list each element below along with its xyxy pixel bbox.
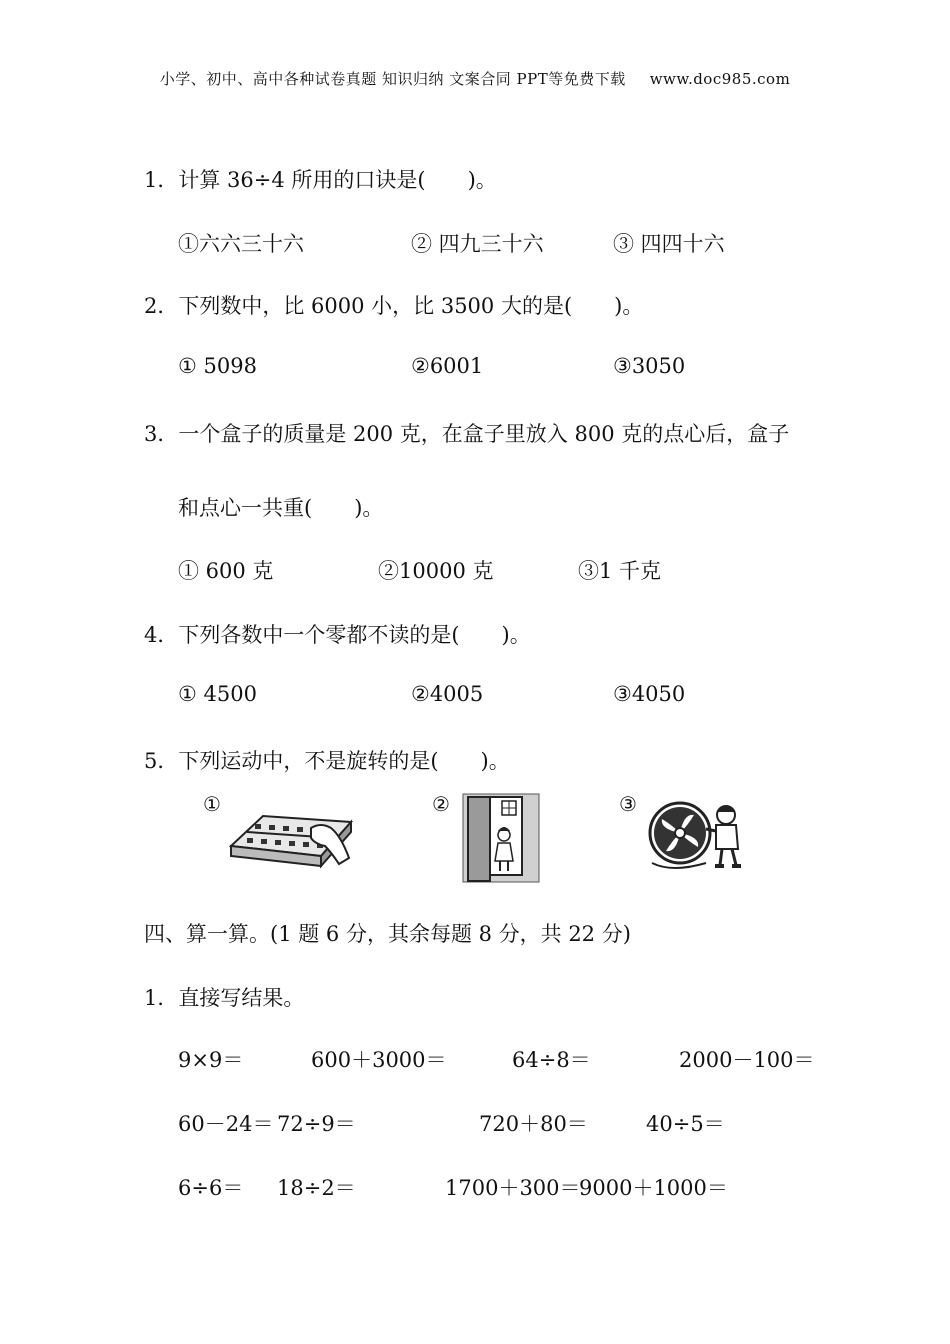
door-icon — [462, 793, 540, 883]
calc-item: 9000＋1000＝ — [579, 1176, 728, 1200]
question-3-option-1: ① 600 克 — [178, 559, 274, 583]
calc-item: 1700＋300＝ — [445, 1176, 581, 1200]
question-5-label-2: ② — [432, 792, 450, 816]
question-1-option-3: ③ 四四十六 — [613, 232, 725, 256]
question-4-stem: 4．下列各数中一个零都不读的是( )。 — [144, 623, 531, 647]
question-4-option-2: ②4005 — [411, 682, 484, 706]
question-3-option-2: ②10000 克 — [378, 559, 494, 583]
question-1-option-1: ①六六三十六 — [178, 232, 304, 256]
header-text: 小学、初中、高中各种试卷真题 知识归纳 文案合同 PPT等免费下载 — [159, 70, 626, 88]
question-2-stem: 2．下列数中，比 6000 小，比 3500 大的是( )。 — [144, 294, 644, 318]
question-5-label-3: ③ — [619, 792, 637, 816]
question-2-option-2: ②6001 — [411, 354, 484, 378]
question-1-stem: 1．计算 36÷4 所用的口诀是( )。 — [144, 168, 497, 192]
header-site: www.doc985.com — [649, 70, 791, 88]
question-3-option-3: ③1 千克 — [578, 559, 662, 583]
calc-item: 720＋80＝ — [479, 1112, 588, 1136]
fan-icon — [646, 793, 750, 879]
calc-item: 40÷5＝ — [646, 1112, 725, 1136]
calc-item: 6÷6＝ — [178, 1176, 244, 1200]
question-5-stem: 5．下列运动中，不是旋转的是( )。 — [144, 749, 510, 773]
question-3-stem-line-2: 和点心一共重( )。 — [178, 496, 384, 520]
calc-item: 600＋3000＝ — [311, 1048, 447, 1072]
question-2-option-1: ① 5098 — [178, 354, 257, 378]
calc-item: 9×9＝ — [178, 1048, 244, 1072]
question-3-stem-line-1: 3．一个盒子的质量是 200 克，在盒子里放入 800 克的点心后，盒子 — [144, 422, 790, 446]
question-5-label-1: ① — [203, 792, 221, 816]
question-4-option-1: ① 4500 — [178, 682, 257, 706]
question-2-option-3: ③3050 — [613, 354, 686, 378]
abacus-icon — [225, 808, 355, 880]
question-1-option-2: ② 四九三十六 — [411, 232, 544, 256]
calc-item: 72÷9＝ — [277, 1112, 356, 1136]
calc-item: 18÷2＝ — [277, 1176, 356, 1200]
calc-item: 64÷8＝ — [512, 1048, 591, 1072]
page-header — [0, 68, 950, 89]
section-4-title: 四、算一算。(1 题 6 分，其余每题 8 分，共 22 分) — [144, 922, 631, 946]
question-4-option-3: ③4050 — [613, 682, 686, 706]
calc-title: 1．直接写结果。 — [144, 986, 305, 1010]
calc-item: 60－24＝ — [178, 1112, 274, 1136]
calc-item: 2000－100＝ — [679, 1048, 815, 1072]
